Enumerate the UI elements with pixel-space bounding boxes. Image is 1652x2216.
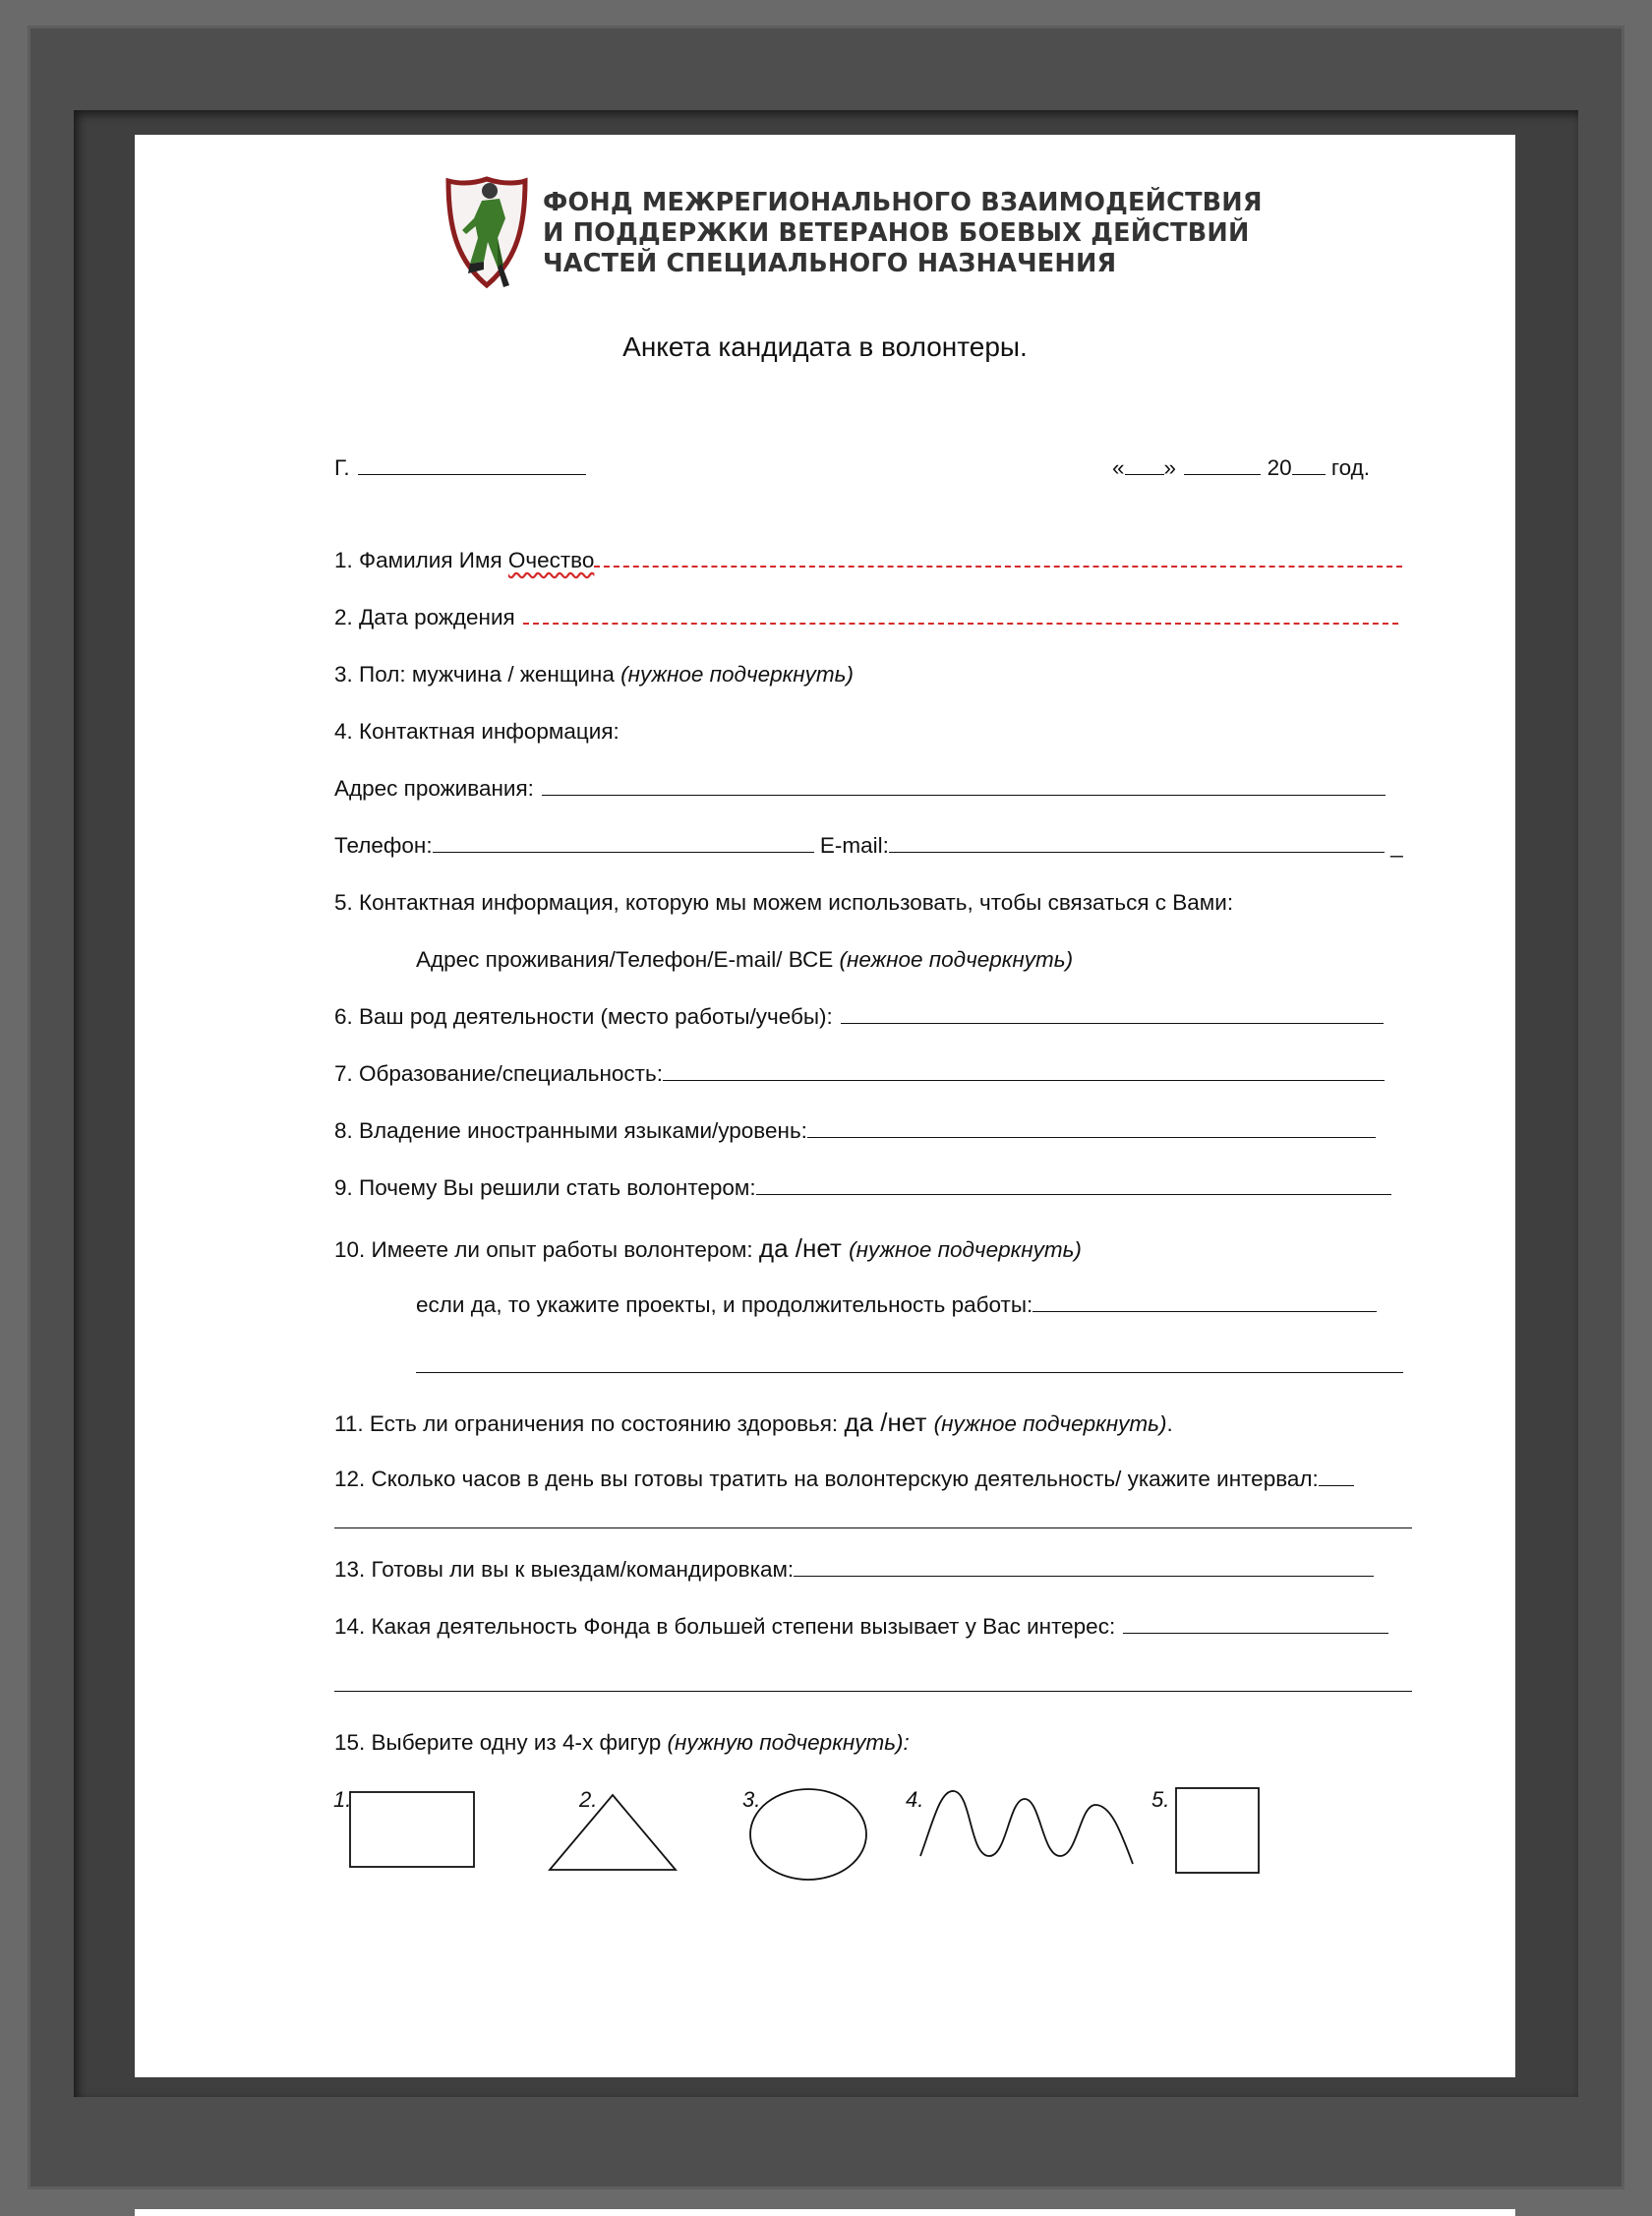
shape-label: 2. bbox=[579, 1787, 598, 1812]
square-shape[interactable] bbox=[1175, 1787, 1260, 1874]
question-12-label: 12. Сколько часов в день вы готовы тратить на волонтерскую деятельность/ укажите интервал: bbox=[334, 1467, 1319, 1491]
year-suffix: год. bbox=[1330, 455, 1370, 480]
question-13-label: 13. Готовы ли вы к выездам/командировкам: bbox=[334, 1557, 795, 1582]
form-page bbox=[135, 135, 1515, 2077]
org-name bbox=[543, 188, 1263, 279]
year-field[interactable] bbox=[1292, 473, 1326, 475]
languages-field[interactable] bbox=[807, 1136, 1376, 1138]
question-6 bbox=[334, 1006, 1384, 1029]
question-12 bbox=[334, 1468, 1354, 1491]
travel-field[interactable] bbox=[794, 1575, 1374, 1577]
form-title: Анкета кандидата в волонтеры. bbox=[622, 331, 1028, 362]
date-quote-open: « bbox=[1112, 455, 1125, 480]
day-field[interactable] bbox=[1125, 473, 1164, 475]
question-3-note: (нужное подчеркнуть) bbox=[620, 662, 854, 687]
question-3 bbox=[334, 664, 854, 687]
date-quote-close: » bbox=[1163, 455, 1177, 480]
phone-field[interactable] bbox=[433, 851, 814, 853]
phone-label: Телефон: bbox=[334, 833, 433, 858]
year-prefix: 20 bbox=[1267, 455, 1292, 480]
projects-field-extra-line[interactable] bbox=[416, 1372, 1403, 1373]
motivation-field[interactable] bbox=[756, 1193, 1391, 1195]
question-11-end: . bbox=[1166, 1411, 1173, 1436]
shape-label: 1. bbox=[333, 1787, 352, 1812]
question-9 bbox=[334, 1177, 1391, 1200]
question-4: 4. Контактная информация: bbox=[334, 719, 620, 744]
question-15-label: 15. Выберите одну из 4-х фигур bbox=[334, 1730, 668, 1755]
question-2-label: 2. Дата рождения bbox=[334, 605, 515, 629]
question-15-note: (нужную подчеркнуть): bbox=[667, 1730, 910, 1755]
question-10-note: (нужное подчеркнуть) bbox=[849, 1237, 1082, 1262]
question-1 bbox=[334, 550, 1402, 572]
hours-field[interactable] bbox=[1319, 1484, 1354, 1486]
shape-label: 4. bbox=[906, 1787, 924, 1812]
email-label: E-mail: bbox=[819, 833, 889, 858]
email-field[interactable] bbox=[889, 851, 1385, 853]
address-line bbox=[334, 778, 1386, 801]
question-10-label: 10. Имеете ли опыт работы волонтером: bbox=[334, 1237, 759, 1262]
hours-field-extra-line[interactable] bbox=[334, 1527, 1412, 1528]
question-7-label: 7. Образование/специальность: bbox=[334, 1061, 663, 1086]
question-11-label: 11. Есть ли ограничения по состоянию здоровья: bbox=[334, 1411, 845, 1436]
question-14-label: 14. Какая деятельность Фонда в большей степени вызывает у Вас интерес: bbox=[334, 1614, 1122, 1639]
question-11 bbox=[334, 1409, 1173, 1436]
question-10-followup bbox=[416, 1294, 1377, 1317]
city-line bbox=[334, 457, 586, 480]
shape-label: 3. bbox=[742, 1787, 761, 1812]
question-1-word: Очество bbox=[507, 548, 595, 572]
address-field[interactable] bbox=[542, 794, 1386, 796]
question-8 bbox=[334, 1120, 1376, 1143]
date-line bbox=[1112, 457, 1370, 480]
address-label: Адрес проживания: bbox=[334, 776, 534, 801]
month-field[interactable] bbox=[1184, 473, 1261, 475]
triangle-shape[interactable] bbox=[548, 1793, 678, 1872]
education-field[interactable] bbox=[663, 1079, 1385, 1081]
question-7 bbox=[334, 1063, 1385, 1086]
question-1-label: 1. Фамилия Имя bbox=[334, 548, 508, 572]
shape-label: 5. bbox=[1151, 1787, 1170, 1812]
email-trailing-mark: _ bbox=[1390, 833, 1403, 858]
question-5-options-text: Адрес проживания/Телефон/E-mail/ ВСЕ bbox=[416, 947, 840, 972]
wave-shape[interactable] bbox=[918, 1785, 1137, 1866]
city-label: Г. bbox=[334, 455, 350, 480]
occupation-field[interactable] bbox=[841, 1022, 1384, 1024]
question-15 bbox=[334, 1732, 910, 1755]
question-13 bbox=[334, 1559, 1374, 1582]
question-10 bbox=[334, 1235, 1082, 1262]
question-9-label: 9. Почему Вы решили стать волонтером: bbox=[334, 1175, 756, 1200]
question-14 bbox=[334, 1616, 1388, 1639]
rectangle-shape[interactable] bbox=[349, 1791, 475, 1870]
projects-field[interactable] bbox=[1032, 1310, 1377, 1312]
soldier-shield-logo-icon bbox=[444, 175, 529, 291]
ellipse-shape[interactable] bbox=[749, 1787, 869, 1882]
question-3-label: 3. Пол: мужчина / женщина bbox=[334, 662, 621, 687]
question-5-options bbox=[416, 949, 1073, 972]
question-6-label: 6. Ваш род деятельности (место работы/учебы): bbox=[334, 1004, 840, 1029]
question-10-answer[interactable]: да /нет bbox=[758, 1233, 850, 1263]
full-name-field[interactable] bbox=[594, 565, 1402, 568]
question-11-note: (нужное подчеркнуть) bbox=[933, 1411, 1167, 1436]
interest-field-extra-line[interactable] bbox=[334, 1691, 1412, 1692]
page-edge bbox=[135, 2209, 1515, 2216]
phone-email-line bbox=[334, 835, 1403, 858]
question-11-answer[interactable]: да /нет bbox=[844, 1407, 934, 1437]
question-5-note: (нежное подчеркнуть) bbox=[839, 947, 1074, 972]
question-10-followup-label: если да, то укажите проекты, и продолжительность работы: bbox=[416, 1292, 1033, 1317]
question-8-label: 8. Владение иностранными языками/уровень: bbox=[334, 1118, 807, 1143]
question-5: 5. Контактная информация, которую мы можем использовать, чтобы связаться с Вами: bbox=[334, 890, 1234, 915]
birth-date-field[interactable] bbox=[523, 622, 1398, 625]
interest-field[interactable] bbox=[1123, 1632, 1388, 1634]
org-name-line: ЧАСТЕЙ СПЕЦИАЛЬНОГО НАЗНАЧЕНИЯ bbox=[543, 249, 1117, 278]
org-name-line: ФОНД МЕЖРЕГИОНАЛЬНОГО ВЗАИМОДЕЙСТВИЯ bbox=[543, 188, 1263, 217]
org-name-line: И ПОДДЕРЖКИ ВЕТЕРАНОВ БОЕВЫХ ДЕЙСТВИЙ bbox=[543, 218, 1250, 248]
city-field[interactable] bbox=[358, 473, 586, 475]
question-2 bbox=[334, 607, 1398, 629]
